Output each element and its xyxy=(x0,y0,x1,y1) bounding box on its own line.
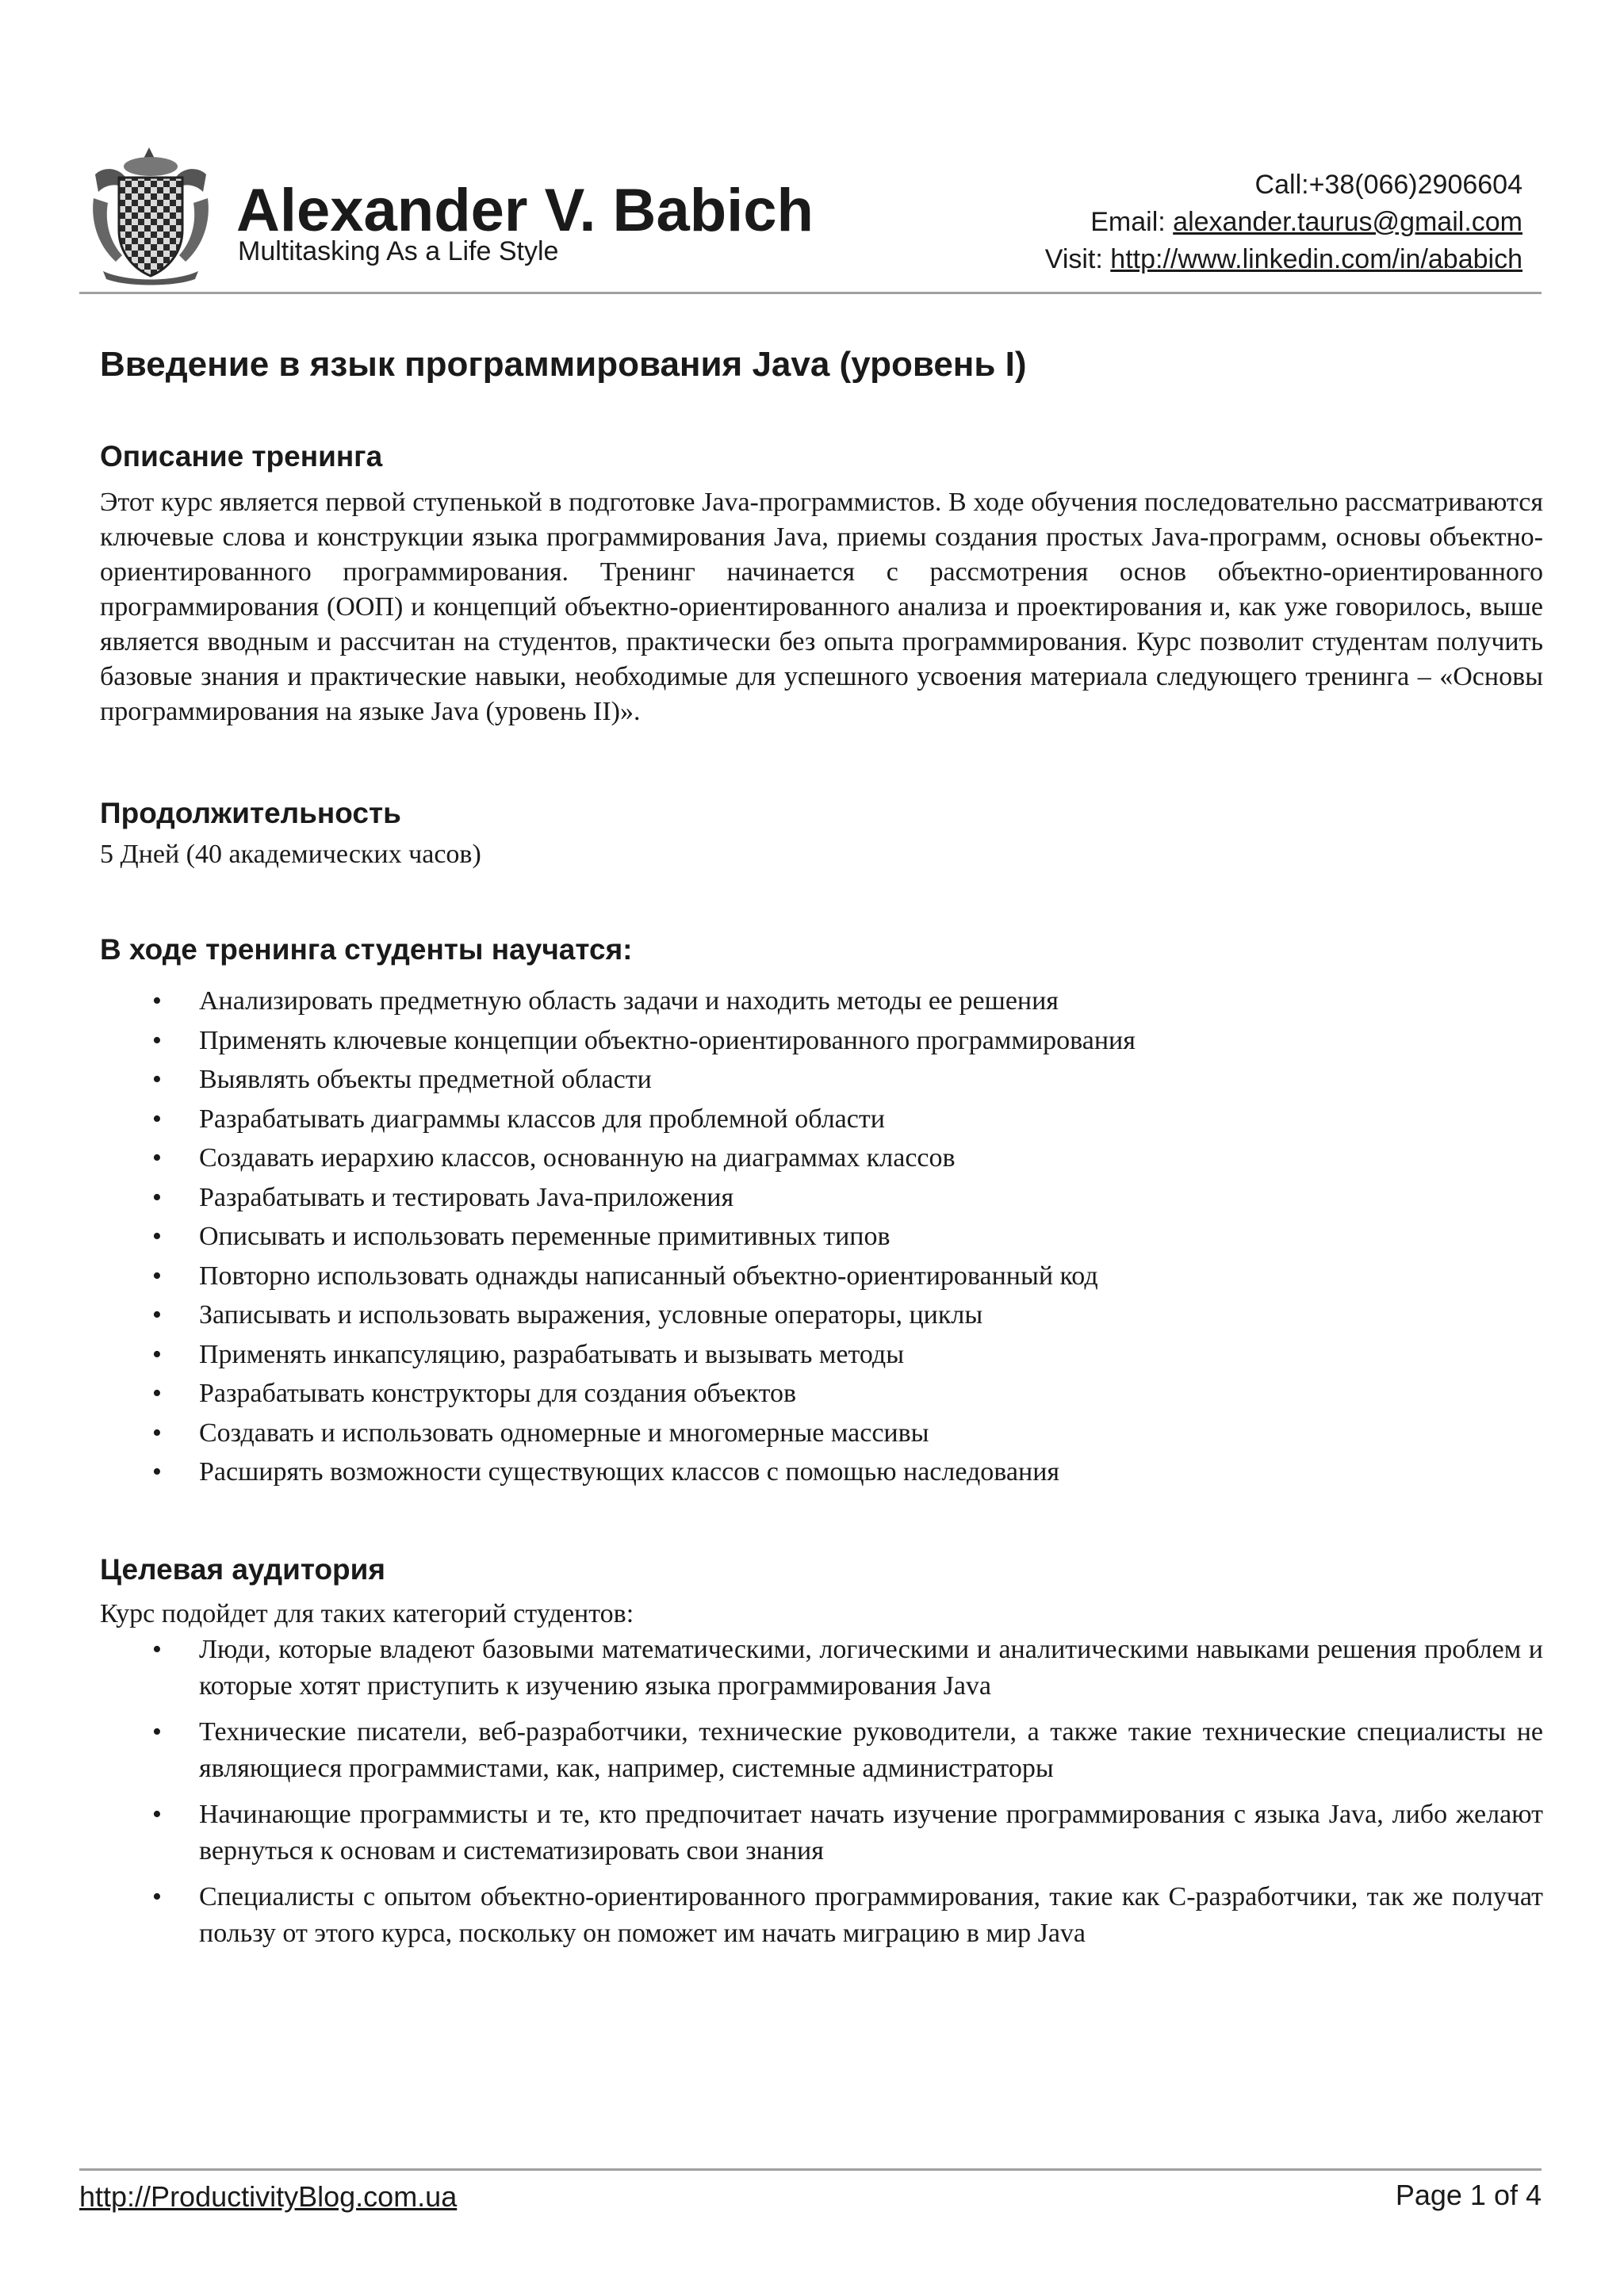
blog-link[interactable]: http://ProductivityBlog.com.ua xyxy=(79,2180,458,2213)
author-name: Alexander V. Babich xyxy=(236,177,814,244)
duration-text: 5 Дней (40 академических часов) xyxy=(100,840,481,869)
contact-email xyxy=(1045,204,1522,241)
audience-list xyxy=(100,1632,1543,1952)
document-body xyxy=(100,341,1543,1961)
description-heading: Описание тренинга xyxy=(100,440,383,473)
document-title: Введение в язык программирования Java (уровень I) xyxy=(100,345,1027,384)
list-item: • Начинающие программисты и те, кто предпочитает начать изучение программирования с языка Java, либо желают вернуться к основам и систематизировать свои знания xyxy=(100,1797,1543,1869)
header-divider xyxy=(79,292,1542,294)
list-item: • Технические писатели, веб-разработчики, технические руководители, а также такие технические специалисты не являющиеся программистами, как, например, системные администраторы xyxy=(100,1714,1543,1787)
email-label: Email: xyxy=(1090,207,1166,237)
audience-intro: Курс подойдет для таких категорий студентов: xyxy=(100,1598,634,1628)
list-item: • Создавать иерархию классов, основанную на диаграммах классов xyxy=(100,1138,1543,1178)
list-item: • Применять инкапсуляцию, разрабатывать и вызывать методы xyxy=(100,1335,1543,1375)
list-item: • Разрабатывать диаграммы классов для проблемной области xyxy=(100,1100,1543,1139)
list-item: • Расширять возможности существующих классов с помощью наследования xyxy=(100,1452,1543,1492)
outcomes-heading: В ходе тренинга студенты научатся: xyxy=(100,933,633,966)
list-item: • Применять ключевые концепции объектно-ориентированного программирования xyxy=(100,1021,1543,1061)
call-value: +38(066)2906604 xyxy=(1308,170,1522,200)
contact-visit xyxy=(1045,241,1522,278)
list-item: • Записывать и использовать выражения, условные операторы, циклы xyxy=(100,1295,1543,1335)
contact-call xyxy=(1045,166,1522,204)
duration-heading: Продолжительность xyxy=(100,797,401,829)
visit-label: Visit: xyxy=(1044,244,1103,274)
footer-divider xyxy=(79,2168,1542,2171)
list-item: • Люди, которые владеют базовыми математическими, логическими и аналитическими навыками решения проблем и которые хотят приступить к изучению языка программирования Java xyxy=(100,1632,1543,1705)
coat-of-arms-logo xyxy=(87,143,222,285)
page-number: Page 1 of 4 xyxy=(1395,2179,1542,2211)
list-item: • Анализировать предметную область задачи и находить методы ее решения xyxy=(100,982,1543,1021)
author-tagline: Multitasking As a Life Style xyxy=(238,236,559,266)
contact-block xyxy=(1045,166,1522,278)
list-item: • Специалисты с опытом объектно-ориентированного программирования, такие как С-разработчики, так же получат пользу от этого курса, поскольку он поможет им начать миграцию в мир Java xyxy=(100,1879,1543,1952)
description-text: Этот курс является первой ступенькой в подготовке Java-программистов. В ходе обучения последовательно рассматриваются ключевые слова и конструкции языка программирования Java, приемы создания простых Java-программ, основы объектно-ориентированного программирования. Тренинг начинается с рассмотрения основ объектно-ориентированного программирования (ООП) и концепций объектно-ориентированного анализа и проектирования и, как уже говорилось, выше является вводным и рассчитан на студентов, практически без опыта программирования. Курс позволит студентам получить базовые знания и практические навыки, необходимые для успешного усвоения материала следующего тренинга – «Основы программирования на языке Java (уровень II)». xyxy=(100,488,1543,726)
email-link[interactable]: alexander.taurus@gmail.com xyxy=(1173,207,1522,237)
list-item: • Разрабатывать конструкторы для создания объектов xyxy=(100,1374,1543,1414)
list-item: • Создавать и использовать одномерные и многомерные массивы xyxy=(100,1414,1543,1453)
page-header xyxy=(79,135,1522,293)
list-item: • Описывать и использовать переменные примитивных типов xyxy=(100,1217,1543,1257)
outcomes-list xyxy=(100,982,1543,1492)
list-item: • Разрабатывать и тестировать Java-приложения xyxy=(100,1178,1543,1218)
list-item: • Повторно использовать однажды написанный объектно-ориентированный код xyxy=(100,1257,1543,1296)
call-label: Call: xyxy=(1254,170,1309,200)
audience-heading: Целевая аудитория xyxy=(100,1552,385,1586)
list-item: • Выявлять объекты предметной области xyxy=(100,1060,1543,1100)
linkedin-link[interactable]: http://www.linkedin.com/in/ababich xyxy=(1110,244,1522,274)
